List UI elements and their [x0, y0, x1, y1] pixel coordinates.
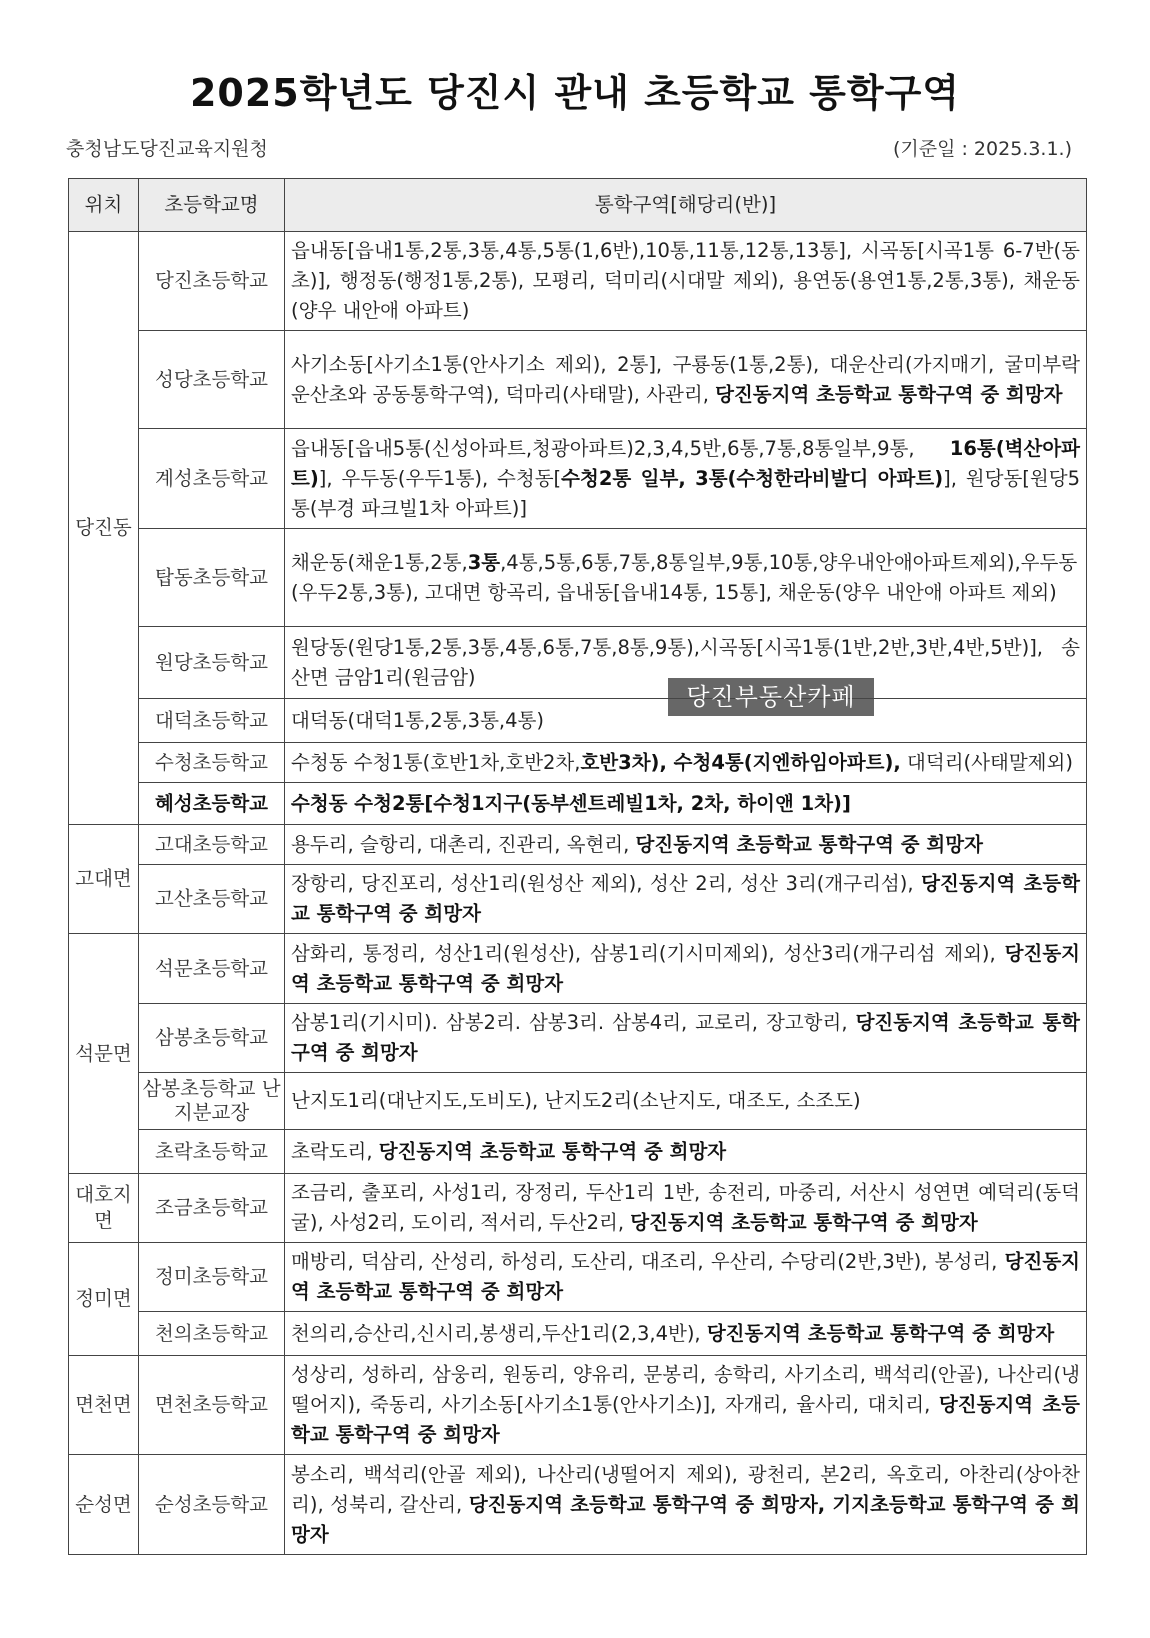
area-text: ], 원당동[원당5통(부경 파크빌1차 아파트)] [291, 466, 1080, 520]
area-text: 읍내동[읍내1통,2통,3통,4통,5통(1,6반),10통,11통,12통,13통], 시곡동[시곡1통 6-7반(동초)], 행정동(행정1통,2통), 모평리, 덕미리(시대말 제외), 용연동(용연1통,2통,3통), 채운동(양우 내안애 아파트) [291, 239, 1080, 322]
location-cell: 대호지면 [69, 1174, 139, 1243]
school-name: 당진초등학교 [139, 232, 285, 331]
school-name: 계성초등학교 [139, 429, 285, 529]
table-row [69, 1312, 1087, 1356]
area-text-bold: 당진동지역 초등학교 통학구역 중 희망자 [291, 941, 1080, 995]
area-text: 수청동 수청1통(호반1차,호반2차, [291, 750, 581, 774]
area-text: 난지도1리(대난지도,도비도), 난지도2리(소난지도, 대조도, 소조도) [291, 1089, 861, 1112]
location-cell: 석문면 [69, 934, 139, 1174]
area-text-bold: 당진동지역 초등학교 통학구역 중 희망자 [291, 872, 1080, 925]
area-text: 천의리,승산리,신시리,봉생리,두산1리(2,3,4반), [291, 1321, 707, 1345]
school-name: 석문초등학교 [139, 934, 285, 1004]
table-row [69, 1243, 1087, 1312]
location-cell: 고대면 [69, 825, 139, 934]
table-row [69, 825, 1087, 865]
header-location: 위치 [69, 179, 139, 232]
table-row [69, 743, 1087, 783]
table-row [69, 934, 1087, 1004]
school-name: 면천초등학교 [139, 1356, 285, 1455]
area-text: 읍내동[읍내5통(신성아파트,청광아파트)2,3,4,5반,6통,7통,8통일부,9통, [291, 436, 950, 460]
area-text: 대덕리(사태말제외) [900, 750, 1073, 774]
table-header-row [69, 179, 1087, 232]
district-area [285, 1243, 1087, 1312]
area-text-bold: 당진동지역 초등학교 통학구역 중 희망자 [378, 1139, 727, 1163]
area-text: 매방리, 덕삼리, 산성리, 하성리, 도산리, 대조리, 우산리, 수당리(2반,3반), 봉성리, [291, 1250, 1005, 1273]
area-text: 채운동(채운1통,2통, [291, 550, 468, 574]
school-name: 성당초등학교 [139, 331, 285, 429]
school-name: 정미초등학교 [139, 1243, 285, 1312]
table-row [69, 1130, 1087, 1174]
location-cell: 당진동 [69, 232, 139, 825]
school-name: 삼봉초등학교 난지분교장 [139, 1073, 285, 1130]
area-text: 삼화리, 통정리, 성산1리(원성산), 삼봉1리(기시미제외), 성산3리(개구리섬 제외), [291, 941, 1005, 965]
table-row [69, 331, 1087, 429]
area-text-bold: 당진동지역 초등학교 통학구역 중 희망자 [635, 832, 983, 856]
header-school: 초등학교명 [139, 179, 285, 232]
district-area [285, 783, 1087, 825]
school-name: 혜성초등학교 [139, 783, 285, 825]
area-text-bold: 16통(벽산아파트) [291, 436, 1080, 490]
school-name: 삼봉초등학교 [139, 1004, 285, 1073]
table-row [69, 699, 1087, 743]
area-text: 삼봉1리(기시미). 삼봉2리. 삼봉3리. 삼봉4리, 교로리, 장고항리, [291, 1011, 856, 1034]
area-text: 사기소동[사기소1통(안사기소 제외), 2통], 구룡동(1통,2통), 대운산리(가지매기, 굴미부락 운산초와 공동통학구역), 덕마리(사태말), 사관리, [291, 352, 1080, 406]
area-text-bold: 수청동 수청2통[수청1지구(동부센트레빌1차, 2차, 하이앤 1차)] [291, 791, 851, 815]
school-name: 조금초등학교 [139, 1174, 285, 1243]
location-cell: 정미면 [69, 1243, 139, 1356]
area-text-bold: 당진동지역 초등학교 통학구역 중 희망자 [630, 1211, 978, 1234]
area-text-bold: 당진동지역 초등학교 통학구역 중 희망자 [291, 1011, 1080, 1064]
school-name: 대덕초등학교 [139, 699, 285, 743]
district-area [285, 934, 1087, 1004]
district-area [285, 429, 1087, 529]
area-text-bold: 당진동지역 초등학교 통학구역 중 희망자 [706, 1321, 1055, 1345]
district-area [285, 331, 1087, 429]
area-text-bold: 수청2통 일부, 3통(수청한라비발디 아파트) [561, 466, 944, 490]
area-text-bold: 당진동지역 초등학교 통학구역 중 희망자 [715, 382, 1063, 406]
location-cell: 면천면 [69, 1356, 139, 1455]
district-area [285, 865, 1087, 934]
area-text: 조금리, 출포리, 사성1리, 장정리, 두산1리 1반, 송전리, 마중리, 서산시 성연면 예덕리(동덕굴), 사성2리, 도이리, 적서리, 두산2리, [291, 1181, 1080, 1234]
district-area [285, 1455, 1087, 1555]
school-name: 탑동초등학교 [139, 529, 285, 627]
district-area [285, 1004, 1087, 1073]
district-area [285, 1312, 1087, 1356]
table-row [69, 232, 1087, 331]
school-name: 수청초등학교 [139, 743, 285, 783]
district-area [285, 1073, 1087, 1130]
table-row [69, 1455, 1087, 1555]
area-text: 성상리, 성하리, 삼웅리, 원동리, 양유리, 문봉리, 송학리, 사기소리, 백석리(안골), 나산리(냉떨어지), 죽동리, 사기소동[사기소1통(안사기소)], 자개리, 율사리, 대치리, [291, 1363, 1080, 1416]
area-text: ,4통,5통,6통,7통,8통일부,9통,10통,양우내안애아파트제외),우두동(우두2통,3통), 고대면 항곡리, 읍내동[읍내14통, 15통], 채운동(양우 내안애 아파트 제외) [291, 550, 1078, 604]
school-name: 원당초등학교 [139, 627, 285, 699]
table-row [69, 1073, 1087, 1130]
header-area: 통학구역[해당리(반)] [285, 179, 1087, 232]
school-name: 천의초등학교 [139, 1312, 285, 1356]
table-row [69, 865, 1087, 934]
school-name: 고산초등학교 [139, 865, 285, 934]
area-text-bold: 3통 [467, 550, 501, 574]
district-area [285, 529, 1087, 627]
area-text-bold: 당진동지역 초등학교 통학구역 중 희망자 [291, 1250, 1080, 1303]
area-text: ], 우두동(우두1통), 수청동[ [318, 466, 562, 490]
table-row [69, 783, 1087, 825]
table-row [69, 1356, 1087, 1455]
district-area [285, 1356, 1087, 1455]
district-area [285, 232, 1087, 331]
district-area [285, 743, 1087, 783]
issuing-office: 충청남도당진교육지원청 [66, 138, 268, 160]
area-text: 대덕동(대덕1통,2통,3통,4통) [291, 708, 544, 732]
school-name: 고대초등학교 [139, 825, 285, 865]
table-row [69, 1174, 1087, 1243]
area-text-bold: 당진동지역 초등학교 통학구역 중 희망자, 기지초등학교 통학구역 중 희망자 [291, 1492, 1080, 1546]
table-row [69, 429, 1087, 529]
area-text: 초락도리, [291, 1139, 379, 1163]
area-text-bold: 당진동지역 초등학교 통학구역 중 희망자 [291, 1393, 1080, 1446]
table-row [69, 529, 1087, 627]
school-name: 초락초등학교 [139, 1130, 285, 1174]
area-text: 봉소리, 백석리(안골 제외), 나산리(냉떨어지 제외), 광천리, 본2리, 옥호리, 아찬리(상아찬리), 성북리, 갈산리, [291, 1462, 1080, 1516]
area-text: 용두리, 슬항리, 대촌리, 진관리, 옥현리, [291, 832, 636, 856]
district-area [285, 1174, 1087, 1243]
area-text-bold: 호반3차), 수청4통(지엔하임아파트), [580, 750, 901, 774]
page-title: 2025학년도 당진시 관내 초등학교 통학구역 [189, 71, 960, 115]
table-row [69, 1004, 1087, 1073]
area-text: 원당동(원당1통,2통,3통,4통,6통,7통,8통,9통),시곡동[시곡1통(1반,2반,3반,4반,5반)], 송산면 금암1리(원금암) [291, 635, 1080, 689]
location-cell: 순성면 [69, 1455, 139, 1555]
watermark-label: 당진부동산카페 [668, 678, 874, 716]
area-text: 장항리, 당진포리, 성산1리(원성산 제외), 성산 2리, 성산 3리(개구리섬), [291, 872, 922, 895]
district-area [285, 825, 1087, 865]
base-date: (기준일 : 2025.3.1.) [892, 138, 1072, 160]
table-row [69, 627, 1087, 699]
school-district-table [68, 178, 1087, 1555]
district-area [285, 1130, 1087, 1174]
school-name: 순성초등학교 [139, 1455, 285, 1555]
